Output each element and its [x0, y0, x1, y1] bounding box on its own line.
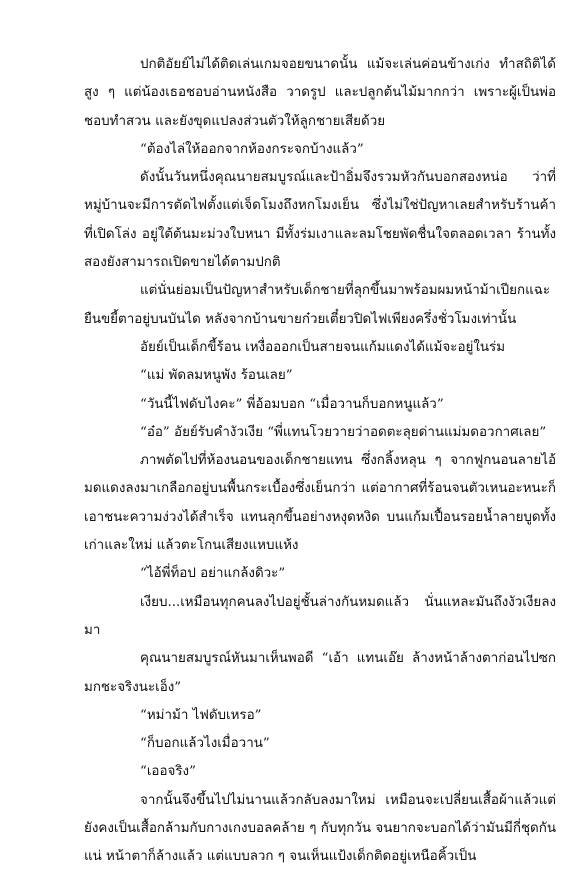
paragraph: แต่นั่นย่อมเป็นปัญหาสำหรับเด็กชายที่ลุกขึ้นมาพร้อมผมหน้าม้าเปียกแฉะ ยืนขยี้ตาอยู่บนบันได หลังจากบ้านขายก๋วยเตี๋ยวปิดไฟเพียงครึ่งชั่วโมงเท่านั้น [84, 283, 551, 327]
paragraph: “วันนี้ไฟดับไงคะ” พี่อ้อมบอก “เมื่อวานก็บอกหนูแล้ว” [140, 396, 444, 412]
document-page [84, 51, 556, 872]
paragraph: จากนั้นจึงขึ้นไปไม่นานแล้วกลับลงมาใหม่ เหมือนจะเปลี่ยนเสื้อผ้าแล้วแต่ยังคงเป็นเสื้อกล้ามกับกางเกงบอลคล้าย ๆ กับทุกวัน จนยากจะบอกได้ว่ามันมีกี่ชุดกันแน่ หน้าตาก็ล้างแล้ว แต่แบบลวก ๆ จนเห็นแป้งเด็กติดอยู่เหนือคิ้วเป็น [84, 792, 556, 865]
paragraph: “หม่าม้า ไฟดับเหรอ” [140, 707, 262, 723]
paragraph: “ก็บอกแล้วไงเมื่อวาน” [140, 736, 270, 752]
paragraph: ปกติอัยย์ไม่ได้ติดเล่นเกมจอยขนาดนั้น แม้จะเล่นค่อนข้างเก่ง ทำสถิติได้สูง ๆ แต่น้องเธอชอบอ่านหนังสือ วาดรูป และปลูกต้นไม้มากกว่า เพราะผู้เป็นพ่อชอบทำสวน และยังขุดแปลงส่วนตัวให้ลูกชายเสียด้วย [84, 57, 556, 129]
paragraph: “อ๋อ” อัยย์รับคำงัวเงีย “พี่แทนโวยวายว่าอดตะลุยด่านแม่มดอวกาศเลย” [140, 424, 547, 440]
paragraph: ดังนั้นวันหนึ่งคุณนายสมบูรณ์และป้าอิ่มจึงรวมหัวกันบอกสองหน่อ ว่าที่หมู่บ้านจะมีการตัดไฟตั้งแต่เจ็ดโมงถึงหกโมงเย็น ซึ่งไม่ใช่ปัญหาเลยสำหรับร้านค้าที่เปิดโล่ง อยู่ใต้ต้นมะม่วงใบหนา มีทั้งร่มเงาและลมโชยพัดชื่นใจตลอดเวลา ร้านทั้งสองยังสามารถเปิดขายได้ตามปกติ [84, 170, 556, 271]
paragraph: “ต้องไล่ให้ออกจากห้องกระจกบ้างแล้ว” [140, 141, 364, 157]
paragraph: “ไอ้พี่ท็อป อย่าแกล้งดิวะ” [140, 566, 286, 582]
paragraph: “เออจริง” [140, 764, 196, 780]
paragraph: “แม่ พัดลมหนูพัง ร้อนเลย” [140, 368, 293, 384]
paragraph: อัยย์เป็นเด็กขี้ร้อน เหงื่อออกเป็นสายจนแก้มแดงได้แม้จะอยู่ในร่ม [140, 339, 506, 355]
paragraph: เงียบ...เหมือนทุกคนลงไปอยู่ชั้นล่างกันหมดแล้ว นั่นแหละมันถึงงัวเงียลงมา [84, 594, 556, 638]
paragraph: ภาพตัดไปที่ห้องนอนของเด็กชายแทน ซึ่งกลิ้งหลุน ๆ จากฟูกนอนลายไอ้มดแดงลงมาเกลือกอยู่บนพื้นกระเบื้องซึ่งเย็นกว่า แต่อากาศที่ร้อนจนตัวเหนอะหนะก็เอาชนะความง่วงได้สำเร็จ แทนลุกขึ้นอย่างหงุดหงิด บนแก้มเปื้อนรอยน้ำลายบูดทั้งเก่าและใหม่ แล้วตะโกนเสียงแหบแห้ง [84, 453, 556, 554]
paragraph: คุณนายสมบูรณ์หันมาเห็นพอดี “เอ้า แทนเอ๊ย ล้างหน้าล้างตาก่อนไปซกมกชะจริงนะเอ็ง” [84, 651, 556, 695]
